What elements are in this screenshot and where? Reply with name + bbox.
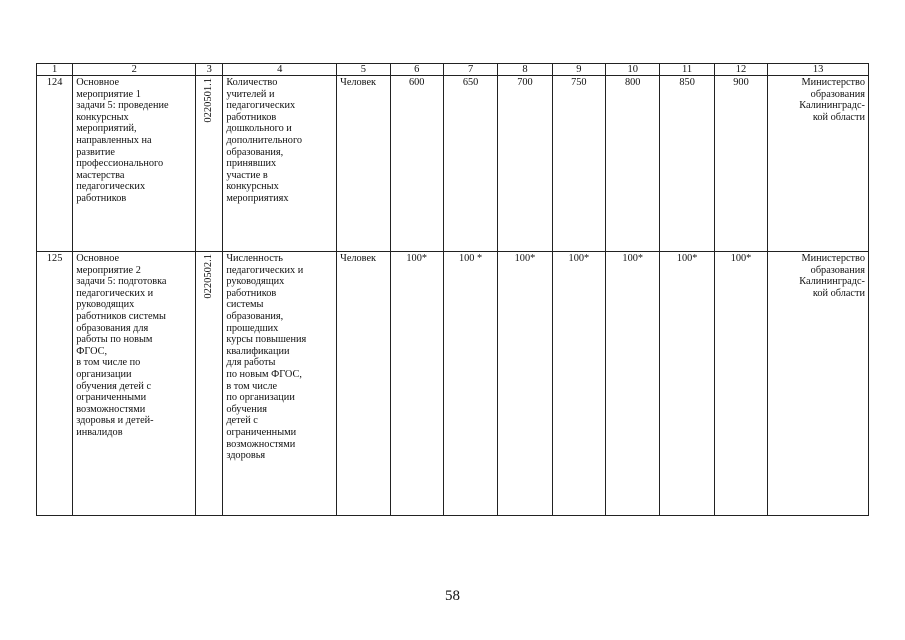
column-header: 5 <box>337 64 390 76</box>
indicator-cell <box>223 252 337 516</box>
column-number-row <box>37 64 869 76</box>
unit-cell: Человек <box>337 252 390 516</box>
value-cell: 600 <box>390 76 443 252</box>
value-cell: 750 <box>552 76 605 252</box>
column-header: 2 <box>73 64 196 76</box>
column-header: 8 <box>498 64 552 76</box>
indicators-table <box>36 63 869 516</box>
responsible-cell <box>768 76 869 252</box>
code-cell <box>196 252 223 516</box>
column-header: 12 <box>714 64 767 76</box>
column-header: 6 <box>390 64 443 76</box>
measure-text: Основное мероприятие 1 задачи 5: проведение конкурсных мероприятий, направленных на развитие профессионального мастерства педагогических работников <box>76 77 169 204</box>
value-cell: 100* <box>714 252 767 516</box>
measure-text: Основное мероприятие 2 задачи 5: подготовка педагогических и руководящих работников системы образования для работы по новым ФГОС, в том числе по организации обучения детей с ограниченными возможностями здоровья и детей- инвалидов <box>76 253 167 438</box>
indicator-text: Количество учителей и педагогических работников дошкольного и дополнительного образования, принявших участие в конкурсных мероприятиях <box>226 77 303 204</box>
value-cell: 100* <box>390 252 443 516</box>
value-cell: 100* <box>498 252 552 516</box>
indicator-text: Численность педагогических и руководящих работников системы образования, прошедших курсы повышения квалификации для работы по новым ФГОС, в том числе по организации обучения детей с ограниченными возможностями здоровья <box>226 253 307 462</box>
value-cell: 100* <box>660 252 714 516</box>
indicator-cell <box>223 76 337 252</box>
value-cell: 100* <box>552 252 605 516</box>
value-cell: 100* <box>606 252 660 516</box>
budget-code: 0220502.1 <box>203 254 215 299</box>
measure-cell <box>73 252 196 516</box>
column-header: 4 <box>223 64 337 76</box>
column-header: 3 <box>196 64 223 76</box>
column-header: 11 <box>660 64 714 76</box>
table-row <box>37 76 869 252</box>
value-cell: 900 <box>714 76 767 252</box>
value-cell: 650 <box>443 76 497 252</box>
column-header: 13 <box>768 64 869 76</box>
responsible-text: Министерство образования Калининградс- кой области <box>799 253 865 299</box>
column-header: 7 <box>443 64 497 76</box>
value-cell: 700 <box>498 76 552 252</box>
code-cell <box>196 76 223 252</box>
measure-cell <box>73 76 196 252</box>
budget-code: 0220501.1 <box>203 78 215 123</box>
value-cell: 850 <box>660 76 714 252</box>
table-row <box>37 252 869 516</box>
page-number: 58 <box>445 588 460 604</box>
row-number: 125 <box>37 252 73 516</box>
column-header: 9 <box>552 64 605 76</box>
responsible-text: Министерство образования Калининградс- кой области <box>799 77 865 123</box>
value-cell: 800 <box>606 76 660 252</box>
column-header: 1 <box>37 64 73 76</box>
column-header: 10 <box>606 64 660 76</box>
responsible-cell <box>768 252 869 516</box>
row-number: 124 <box>37 76 73 252</box>
unit-cell: Человек <box>337 76 390 252</box>
value-cell: 100 * <box>443 252 497 516</box>
